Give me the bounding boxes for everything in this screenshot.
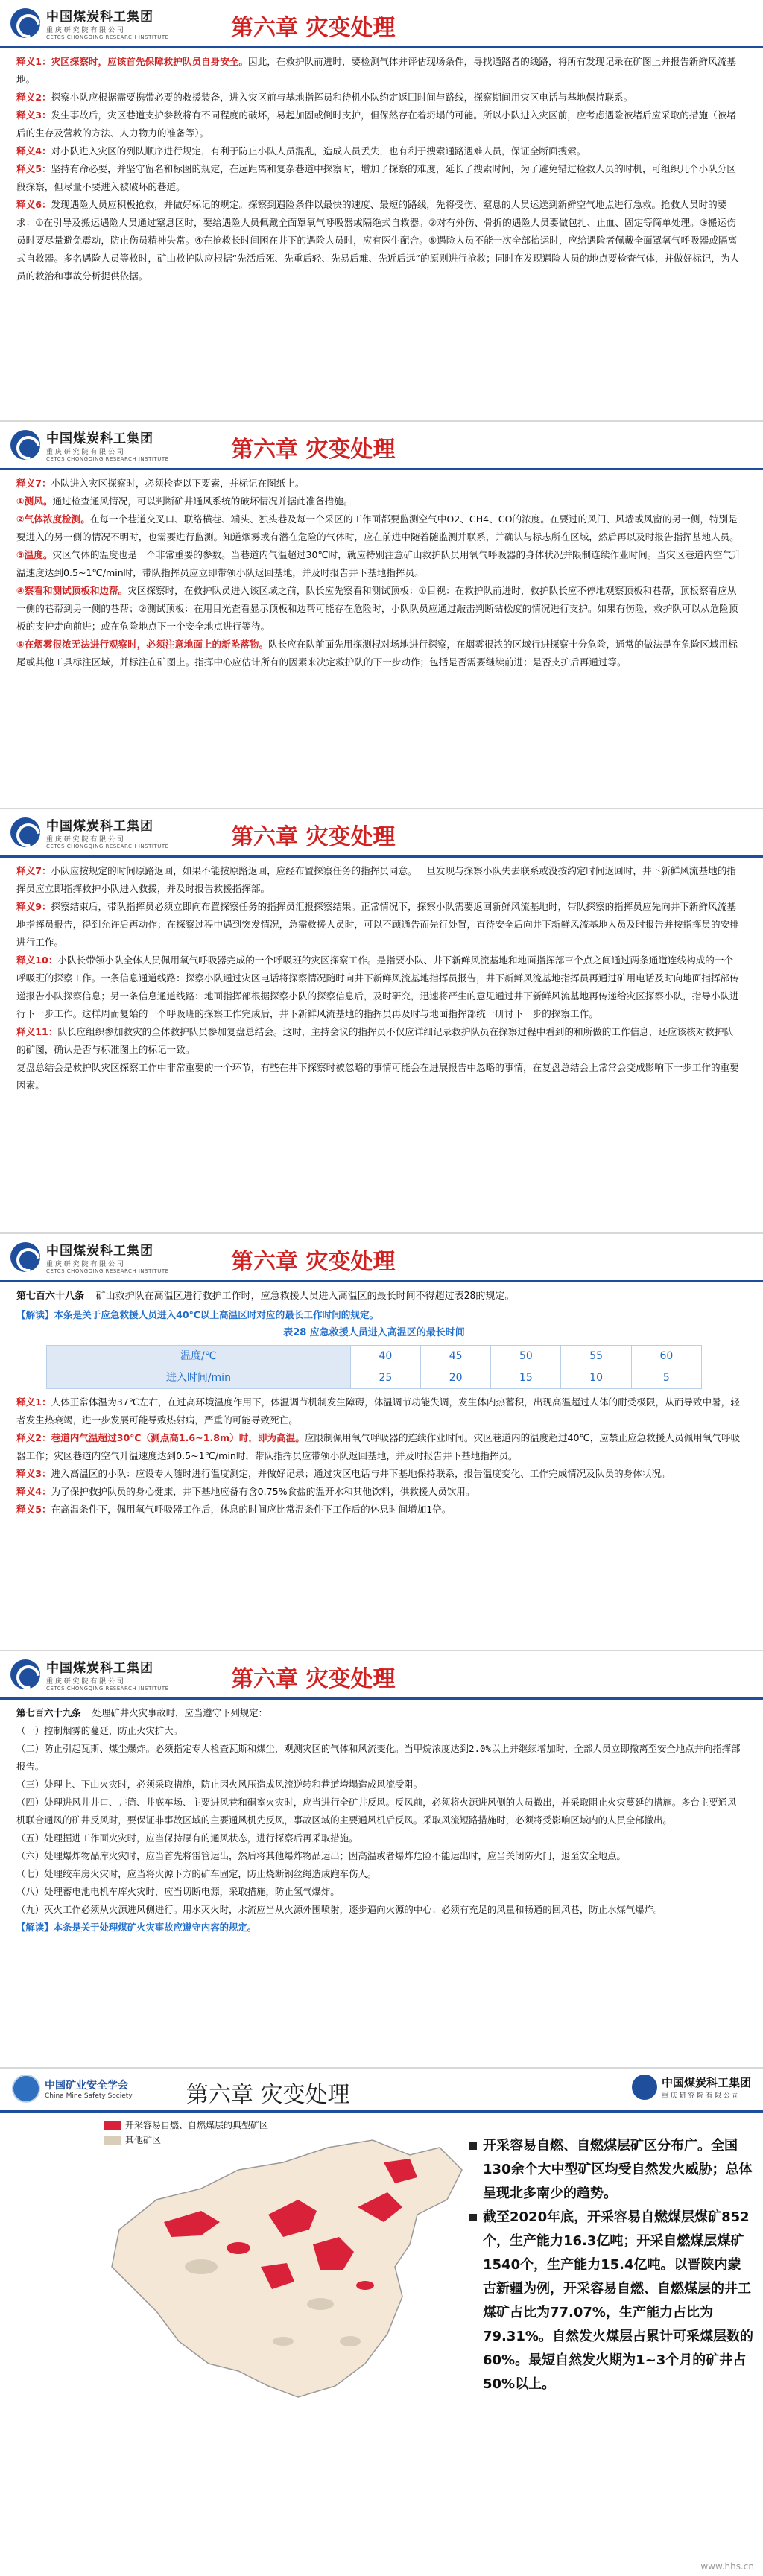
watermark: www.hhs.cn xyxy=(700,2561,754,2572)
interpretation-item xyxy=(16,582,742,636)
cma-name: 中国矿业安全学会 xyxy=(45,2080,128,2092)
item-text: 人体正常体温为37℃左右，在过高环境温度作用下，体温调节机制发生障碍，体温调节功能失调，发生体内热蓄积，出现高温超过人体的耐受极限，从而导致中暑，轻者发生热衰竭，进一步发展可能导致热射病，严重的可能导致死亡。 xyxy=(16,1396,740,1425)
article-clause: （七）处理绞车房火灾时，应当将火源下方的矿车固定，防止烧断钢丝绳造成跑车伤人。 xyxy=(16,1868,377,1879)
interpretation-item xyxy=(16,160,742,196)
company-logo xyxy=(10,815,169,849)
article-clause: （一）控制烟雾的蔓延，防止火灾扩大。 xyxy=(16,1725,183,1736)
ccteg-logo-icon xyxy=(10,817,40,847)
interpretation-item xyxy=(16,862,742,898)
ccteg-logo-icon xyxy=(10,1659,40,1689)
item-label: 释义9： xyxy=(16,901,51,912)
org-name: 中国煤炭科工集团 xyxy=(46,1244,153,1259)
article-clause: （二）防止引起瓦斯、煤尘爆炸。必须指定专人检查瓦斯和煤尘，观测灾区的气体和风流变化。当甲烷浓度达到2.0%以上并继续增加时，全部人员立即撤离至安全地点并向指挥部报告。 xyxy=(16,1743,741,1772)
item-text: 进入高温区的小队：应设专人随时进行温度测定，并做好记录；通过灾区电话与井下基地保持联系，报告温度变化、工作完成情况及队员的身体状况。 xyxy=(51,1468,671,1479)
interpretation-item xyxy=(16,636,742,671)
item-text-rest: 因此，在救护队前进时，要检测气体并评估现场条件，寻找通路者的线路，将所有发现记录在矿图上并报告新鲜风流基地。 xyxy=(16,56,736,85)
interpretation-item xyxy=(16,1393,742,1429)
table-cell: 40 xyxy=(350,1346,420,1367)
slide-2 xyxy=(0,422,763,809)
item-text: 探察结束后，带队指挥员必须立即向布置探察任务的指挥员汇报探察结果。正常情况下，探察小队需要返回新鲜风流基地时，带队探察的指挥员应先向井下新鲜风流基地指挥员报告，得到允许后再动作；在探察过程中遇到突发情况，急需救援人员时，可以不顾通告而先行处置，直待安全后向井下新鲜风流基地人员及时报告并按指挥员的安排进行工作。 xyxy=(16,901,739,948)
item-label: 释义4： xyxy=(16,145,51,156)
item-text: 小队长带领小队全体人员佩用氧气呼吸器完成的一个呼吸班的灾区探察工作。是指要小队、井下新鲜风流基地和地面指挥部三个点之间通过两条通道连线构成的一个呼吸班的探察工作。一条信息通道线路：探察小队通过灾区电话将探察情况随时向井下新鲜风流基地指挥员报告，井下新鲜风流基地指挥员再通过矿用电话及时向地面指挥部传递报告小队探察信息；另一条信息通道线路：地面指挥部根据探察小队的探察信息后，及时研究，迅速将严生的意见通过井下新鲜风流基地再传递给灾区探察小队，指导小队进行下一步工作。这样周而复始的一个呼吸班的探察工作完成后，井下新鲜风流基地的指挥员再及时与地面指挥部统一研讨下一步的探察工作。 xyxy=(16,955,739,1019)
interpretation-item xyxy=(16,493,742,510)
legend-item: 其他矿区 xyxy=(104,2133,268,2148)
slide-header xyxy=(0,0,763,48)
item-label: 释义1： xyxy=(16,56,51,67)
ccteg-logo-icon xyxy=(632,2075,657,2100)
org-name: 中国煤炭科工集团 xyxy=(46,1661,153,1676)
item-label: 释义11： xyxy=(16,1026,58,1037)
summary-bullets xyxy=(469,2134,754,2396)
note-text: 本条是关于处理煤矿火灾事故应遵守内容的规定。 xyxy=(53,1922,257,1933)
note-text: 本条是关于应急救援人员进入40℃以上高温区时对应的最长工作时间的规定。 xyxy=(54,1309,379,1320)
interpretation-item xyxy=(16,475,742,493)
slide-header xyxy=(0,1234,763,1282)
item-label: ④察看和测试顶板和边帮。 xyxy=(16,585,128,596)
china-coal-map xyxy=(89,2118,477,2416)
slide-4 xyxy=(0,1234,763,1651)
company-logo xyxy=(632,2075,751,2100)
article-clause: （三）处理上、下山火灾时，必须采取措施，防止因火风压造成风流逆转和巷道垮塌造成风流受阻。 xyxy=(16,1779,423,1790)
item-text: 小队应按规定的时间原路返回，如果不能按原路返回，应经布置探察任务的指挥员同意。一旦发现与探察小队失去联系或没按约定时间返回时，井下新鲜风流基地的指挥员应立即指挥救护小队进入救援，并及时报告救援指挥部。 xyxy=(16,865,736,894)
interpretation-item xyxy=(16,898,742,952)
slide-2-body xyxy=(0,470,763,676)
item-text: 探察小队应根据需要携带必要的救援装备，进入灾区前与基地指挥员和待机小队约定返回时间与路线，探察期间用灾区电话与基地保持联系。 xyxy=(51,92,633,103)
chapter-title: 第六章 灾变处理 xyxy=(231,1666,396,1692)
slide-5-items xyxy=(16,1722,742,1919)
article-text: 处理矿井火灾事故时，应当遵守下列规定： xyxy=(92,1707,268,1718)
org-sub: 重 庆 研 究 院 有 限 公 司 xyxy=(46,27,124,34)
org-sub-en: CETCS CHONGQING RESEARCH INSTITUTE xyxy=(46,456,169,462)
item-text: 巷道内气温超过30℃（测点高1.6~1.8m）时，即为高温。 xyxy=(51,1432,305,1443)
item-label: ⑤在烟雾很浓无法进行观察时，必须注意地面上的新坠落物。 xyxy=(16,639,269,650)
item-text: 灾区探察时，应该首先保障救护队员自身安全。 xyxy=(51,56,249,67)
article-clause: （五）处理掘进工作面火灾时，应当保持原有的通风状态，进行探察后再采取措施。 xyxy=(16,1832,358,1844)
slide-5 xyxy=(0,1651,763,2069)
company-logo xyxy=(10,6,169,40)
interpretation-item xyxy=(16,1465,742,1483)
chapter-title: 第六章 灾变处理 xyxy=(186,2082,350,2108)
cma-logo xyxy=(12,2075,133,2103)
table-cell: 60 xyxy=(631,1346,701,1367)
item-label: ①测风。 xyxy=(16,496,53,507)
slide-header xyxy=(0,422,763,470)
slide-5-body xyxy=(0,1700,763,1941)
interpretation-item xyxy=(16,107,742,142)
interpretation-note xyxy=(16,1306,742,1324)
item-text: 复盘总结会是救护队灾区探察工作中非常重要的一个环节，有些在井下探察时被忽略的事情可能会在进展报告中忽略的事情，在复盘总结会上常常会变成影响下一步工作的重要因素。 xyxy=(16,1062,739,1091)
article-text: 矿山救护队在高温区进行救护工作时，应急救援人员进入高温区的最长时间不得超过表28的规定。 xyxy=(95,1291,515,1302)
chapter-title: 第六章 灾变处理 xyxy=(231,15,396,41)
map-legend xyxy=(104,2118,268,2148)
table-row xyxy=(47,1346,702,1367)
item-text: 发现遇险人员应积极抢救，并做好标记的规定。探察到遇险条件以最快的速度、最短的路线，先将受伤、窒息的人员运送到新鲜空气地点进行急救。抢救人员时的要求：①在引导及搬运遇险人员通过窒息区时，要给遇险人员佩戴全面罩氧气呼吸器或隔绝式自救器。②对有外伤、骨折的遇险人员要做包扎、止血、固定等简单处理。③搬运伤员时要尽量避免震动，防止伤员精神失常。④在抢救长时间困在井下的遇险人员时，应有医生配合。⑤遇险人员不能一次全部抬运时，应给遇险者佩戴全面罩氧气呼吸器或隔离式自救器。多名遇险人员等救时，矿山救护队应根据“先活后死、先重后轻、先易后难、先近后远”的原则进行抢救；同时在发现遇险人员的地点要检查气体，并做好标记，为人员的救治和事故分析提供依据。 xyxy=(16,199,740,282)
item-label: 释义7： xyxy=(16,478,51,489)
org-sub-en: CETCS CHONGQING RESEARCH INSTITUTE xyxy=(46,844,169,849)
article-clause: （八）处理蓄电池电机车库火灾时，应当切断电源，采取措施，防止氢气爆炸。 xyxy=(16,1886,340,1897)
item-label: 释义7： xyxy=(16,865,51,876)
slide-1-body xyxy=(0,48,763,290)
item-text: 坚持有命必要，并坚守留名和标图的规定，在远距离和复杂巷道中探察时，增加了探察的难度，延长了搜索时间，为了避免错过检救人员的时机，可组织几个小队分区段探察，但尽量不要进入被破坏的巷道。 xyxy=(16,163,736,192)
table-row xyxy=(47,1367,702,1389)
org-sub-en: CETCS CHONGQING RESEARCH INSTITUTE xyxy=(46,1686,169,1692)
chapter-title: 第六章 灾变处理 xyxy=(231,824,396,850)
item-text: 通过检查通风情况，可以判断矿井通风系统的破坏情况并据此准备措施。 xyxy=(52,496,353,507)
item-label: 释义3： xyxy=(16,110,51,121)
item-text: 小队进入灾区探察时，必须检查以下要素，并标记在图纸上。 xyxy=(51,478,305,489)
org-sub: 重 庆 研 究 院 有 限 公 司 xyxy=(46,1261,124,1268)
table-cell: 10 xyxy=(561,1367,631,1389)
item-label: 释义1： xyxy=(16,1396,51,1408)
interpretation-item xyxy=(16,510,742,546)
slide-1 xyxy=(0,0,763,422)
table-cell: 45 xyxy=(421,1346,491,1367)
item-text: 发生事故后，灾区巷道支护参数将有不同程度的破坏，易起加固或倒时支护，但保然存在着坍塌的可能。所以小队进入灾区前，应考虑遇险被堵后应采取的措施（被堵后的生存及营救的方法、人力物力的准备等）。 xyxy=(16,110,736,139)
chapter-title: 第六章 灾变处理 xyxy=(231,437,396,463)
org-name: 中国煤炭科工集团 xyxy=(46,819,153,834)
ccteg-logo-icon xyxy=(10,8,40,38)
note-label: 【解读】 xyxy=(16,1922,54,1933)
article-clause: （六）处理爆炸物品库火灾时，应当首先将雷管运出，然后将其他爆炸物品运出；因高温或者爆炸危险不能运出时，应当关闭防火门，退至安全地点。 xyxy=(16,1850,626,1861)
interpretation-item xyxy=(16,1501,742,1519)
interpretation-item xyxy=(16,89,742,107)
article-768 xyxy=(16,1287,742,1306)
globe-icon xyxy=(12,2075,40,2103)
item-label: 释义2： xyxy=(16,1432,51,1443)
item-label: ③温度。 xyxy=(16,549,53,560)
item-text-rest: 应限制佩用氧气呼吸器的连续作业时间。灾区巷道内的温度超过40℃，应禁止应急救援人员佩用氧气呼吸器工作；灾区巷道内空气升温速度达到0.5~1℃/min时，带队指挥员应带领小队返回基地，并及时报告井下基地指挥员。 xyxy=(16,1432,741,1461)
org-name: 中国煤炭科工集团 xyxy=(661,2076,751,2089)
company-logo xyxy=(10,428,169,462)
row-header-temp: 温度/℃ xyxy=(47,1346,351,1367)
article-769 xyxy=(16,1704,742,1722)
legend-swatch-red xyxy=(104,2121,121,2130)
row-header-time: 进入时间/min xyxy=(47,1367,351,1389)
item-text: 在高温条件下，佩用氧气呼吸器工作后，休息的时间应比常温条件下工作后的休息时间增加1倍。 xyxy=(51,1504,452,1515)
article-clause: （四）处理进风井井口、井筒、井底车场、主要进风巷和硐室火灾时，应当进行全矿井反风。反风前，必须将火源进风侧的人员撤出，并采取阻止火灾蔓延的措施。多台主要通风机联合通风的矿井反风时，要保证非事故区域的主要通风机先反风，事故区域的主要通风机后反风。采取风流短路措施时，必须将受影响区域内的人员全部撤出。 xyxy=(16,1797,737,1826)
bullet-item: 截至2020年底，开采容易自燃煤层煤矿852个，生产能力16.3亿吨；开采自燃煤层煤矿1540个，生产能力15.4亿吨。以晋陕内蒙古新疆为例，开采容易自燃、自燃煤层的井工煤矿占比为77.07%，生产能力占比为79.31%。自然发火煤层占累计可采煤层数的60%。最短自然发火期为1~3个月的矿井占50%以上。 xyxy=(469,2206,754,2396)
high-temp-table xyxy=(46,1345,702,1389)
company-logo xyxy=(10,1657,169,1692)
org-sub: 重 庆 研 究 院 有 限 公 司 xyxy=(661,2092,739,2100)
org-sub-en: CETCS CHONGQING RESEARCH INSTITUTE xyxy=(46,1268,169,1274)
org-name: 中国煤炭科工集团 xyxy=(46,10,153,25)
slide-header xyxy=(0,809,763,858)
item-label: ②气体浓度检测。 xyxy=(16,513,90,525)
org-sub-en: CETCS CHONGQING RESEARCH INSTITUTE xyxy=(46,34,169,40)
item-label: 释义4： xyxy=(16,1486,51,1497)
interpretation-item xyxy=(16,53,742,89)
interpretation-item xyxy=(16,1023,742,1059)
legend-item: 开采容易自燃、自燃煤层的典型矿区 xyxy=(104,2118,268,2133)
item-label: 释义3： xyxy=(16,1468,51,1479)
item-label: 释义5： xyxy=(16,163,51,174)
interpretation-item xyxy=(16,952,742,1023)
cma-name-en: China Mine Safety Society xyxy=(45,2092,133,2100)
table-cell: 5 xyxy=(631,1367,701,1389)
table-caption: 表28 应急救援人员进入高温区的最长时间 xyxy=(283,1327,465,1338)
org-sub: 重 庆 研 究 院 有 限 公 司 xyxy=(46,1678,124,1686)
slide-header xyxy=(0,2069,763,2113)
item-text: 为了保护救护队员的身心健康，井下基地应备有含0.75%食盐的温开水和其他饮料，供救援人员饮用。 xyxy=(51,1486,475,1497)
item-label: 释义2： xyxy=(16,92,51,103)
interpretation-item xyxy=(16,142,742,160)
ccteg-logo-icon xyxy=(10,430,40,460)
org-sub: 重 庆 研 究 院 有 限 公 司 xyxy=(46,449,124,456)
item-text: 灾区气体的温度也是一个非常重要的参数。当巷道内气温超过30℃时，就应特别注意矿山救护队员用氧气呼吸器的身体状况并限制连续作业时间。当灾区巷道内空气升温速度达到0.5~1℃/min时，带队指挥员应立即带领小队返回基地，并及时报告井下基地指挥员。 xyxy=(16,549,741,578)
interpretation-item xyxy=(16,1429,742,1465)
slide-3-body xyxy=(0,858,763,1099)
legend-swatch-gray xyxy=(104,2136,121,2145)
slide-3 xyxy=(0,809,763,1234)
item-text: 队长应在队前面先用探测棍对场地进行探察，在烟雾很浓的区域行进探察十分危险，通常的做法是在危险区域用标尾或其他工具标注区域，并标注在矿图上。指挥中心应估计所有的因素来决定救护队的下一步动作；包括是否需要继续前进；是否支护后再通过等。 xyxy=(16,639,738,668)
article-number: 第七百六十八条 xyxy=(16,1291,85,1302)
item-text: 对小队进入灾区的列队顺序进行规定，有利于防止小队人员混乱，造成人员丢失，也有利于搜索通路遇难人员，保证全断面搜索。 xyxy=(51,145,586,156)
table-cell: 25 xyxy=(350,1367,420,1389)
interpretation-item xyxy=(16,196,742,285)
item-label: 释义6： xyxy=(16,199,51,210)
item-text: 在每一个巷道交叉口、联络横巷、端头、独头巷及每一个采区的工作面都要监测空气中O2、CH4、CO的浓度。在要过的风门、风墙或风窗的另一侧，特别是要进入的另一侧的情况不明时，也需要进行监测。知道烟雾或有潜在危险的气体时，应在前进中随着随监测并联系，并确认与标志所在区域，然后再以及时报告指挥基地人员。 xyxy=(16,513,739,542)
bullet-item: 开采容易自燃、自燃煤层矿区分布广。全国130余个大中型矿区均受自然发火威胁；总体呈现北多南少的趋势。 xyxy=(469,2134,754,2206)
interpretation-item xyxy=(16,1059,742,1095)
company-logo xyxy=(10,1240,169,1274)
org-sub: 重 庆 研 究 院 有 限 公 司 xyxy=(46,836,124,844)
chapter-title: 第六章 灾变处理 xyxy=(231,1249,396,1275)
item-text: 队长应组织参加救灾的全体救护队员参加复盘总结会。这时，主持会议的指挥员不仅应详细记录救护队员在探察过程中看到的和所做的工作信息，还应该核对救护队的矿图，确认是否与标准图上的标记一致。 xyxy=(16,1026,734,1055)
org-name: 中国煤炭科工集团 xyxy=(46,431,153,446)
slide-4-body xyxy=(0,1282,763,1523)
table-cell: 15 xyxy=(491,1367,561,1389)
table-cell: 50 xyxy=(491,1346,561,1367)
ccteg-logo-icon xyxy=(10,1242,40,1272)
table-cell: 20 xyxy=(421,1367,491,1389)
note-label: 【解读】 xyxy=(16,1309,54,1320)
article-number: 第七百六十九条 xyxy=(16,1707,81,1718)
slide-6 xyxy=(0,2069,763,2576)
interpretation-item xyxy=(16,546,742,582)
article-clause: （九）灭火工作必须从火源进风侧进行。用水灭火时，水流应当从火源外围喷射，逐步逼向火源的中心；必须有充足的风量和畅通的回风巷，防止水煤气爆炸。 xyxy=(16,1904,663,1915)
interpretation-item xyxy=(16,1483,742,1501)
item-text: 灾区探察时，在救护队员进入该区域之前，队长应先察看和测试顶板：①目视：在救护队前进时，救护队长应不停地观察顶板和巷帮，顶板察看应从一侧的巷帮到另一侧的巷帮；②测试顶板：在用目光查看显示顶板和边帮可能存在危险时，小队队员应通过敲击判断钻松度的情况进行支护。如果有伤险，救护队可以从危险顶板的支护走向前进；或在危险地点下一个安全地点进行等待。 xyxy=(16,585,738,632)
interpretation-note xyxy=(16,1919,742,1937)
slide-header xyxy=(0,1651,763,1700)
item-label: 释义5： xyxy=(16,1504,51,1515)
slide-4-items xyxy=(16,1393,742,1519)
table-cell: 55 xyxy=(561,1346,631,1367)
item-label: 释义10： xyxy=(16,955,58,966)
